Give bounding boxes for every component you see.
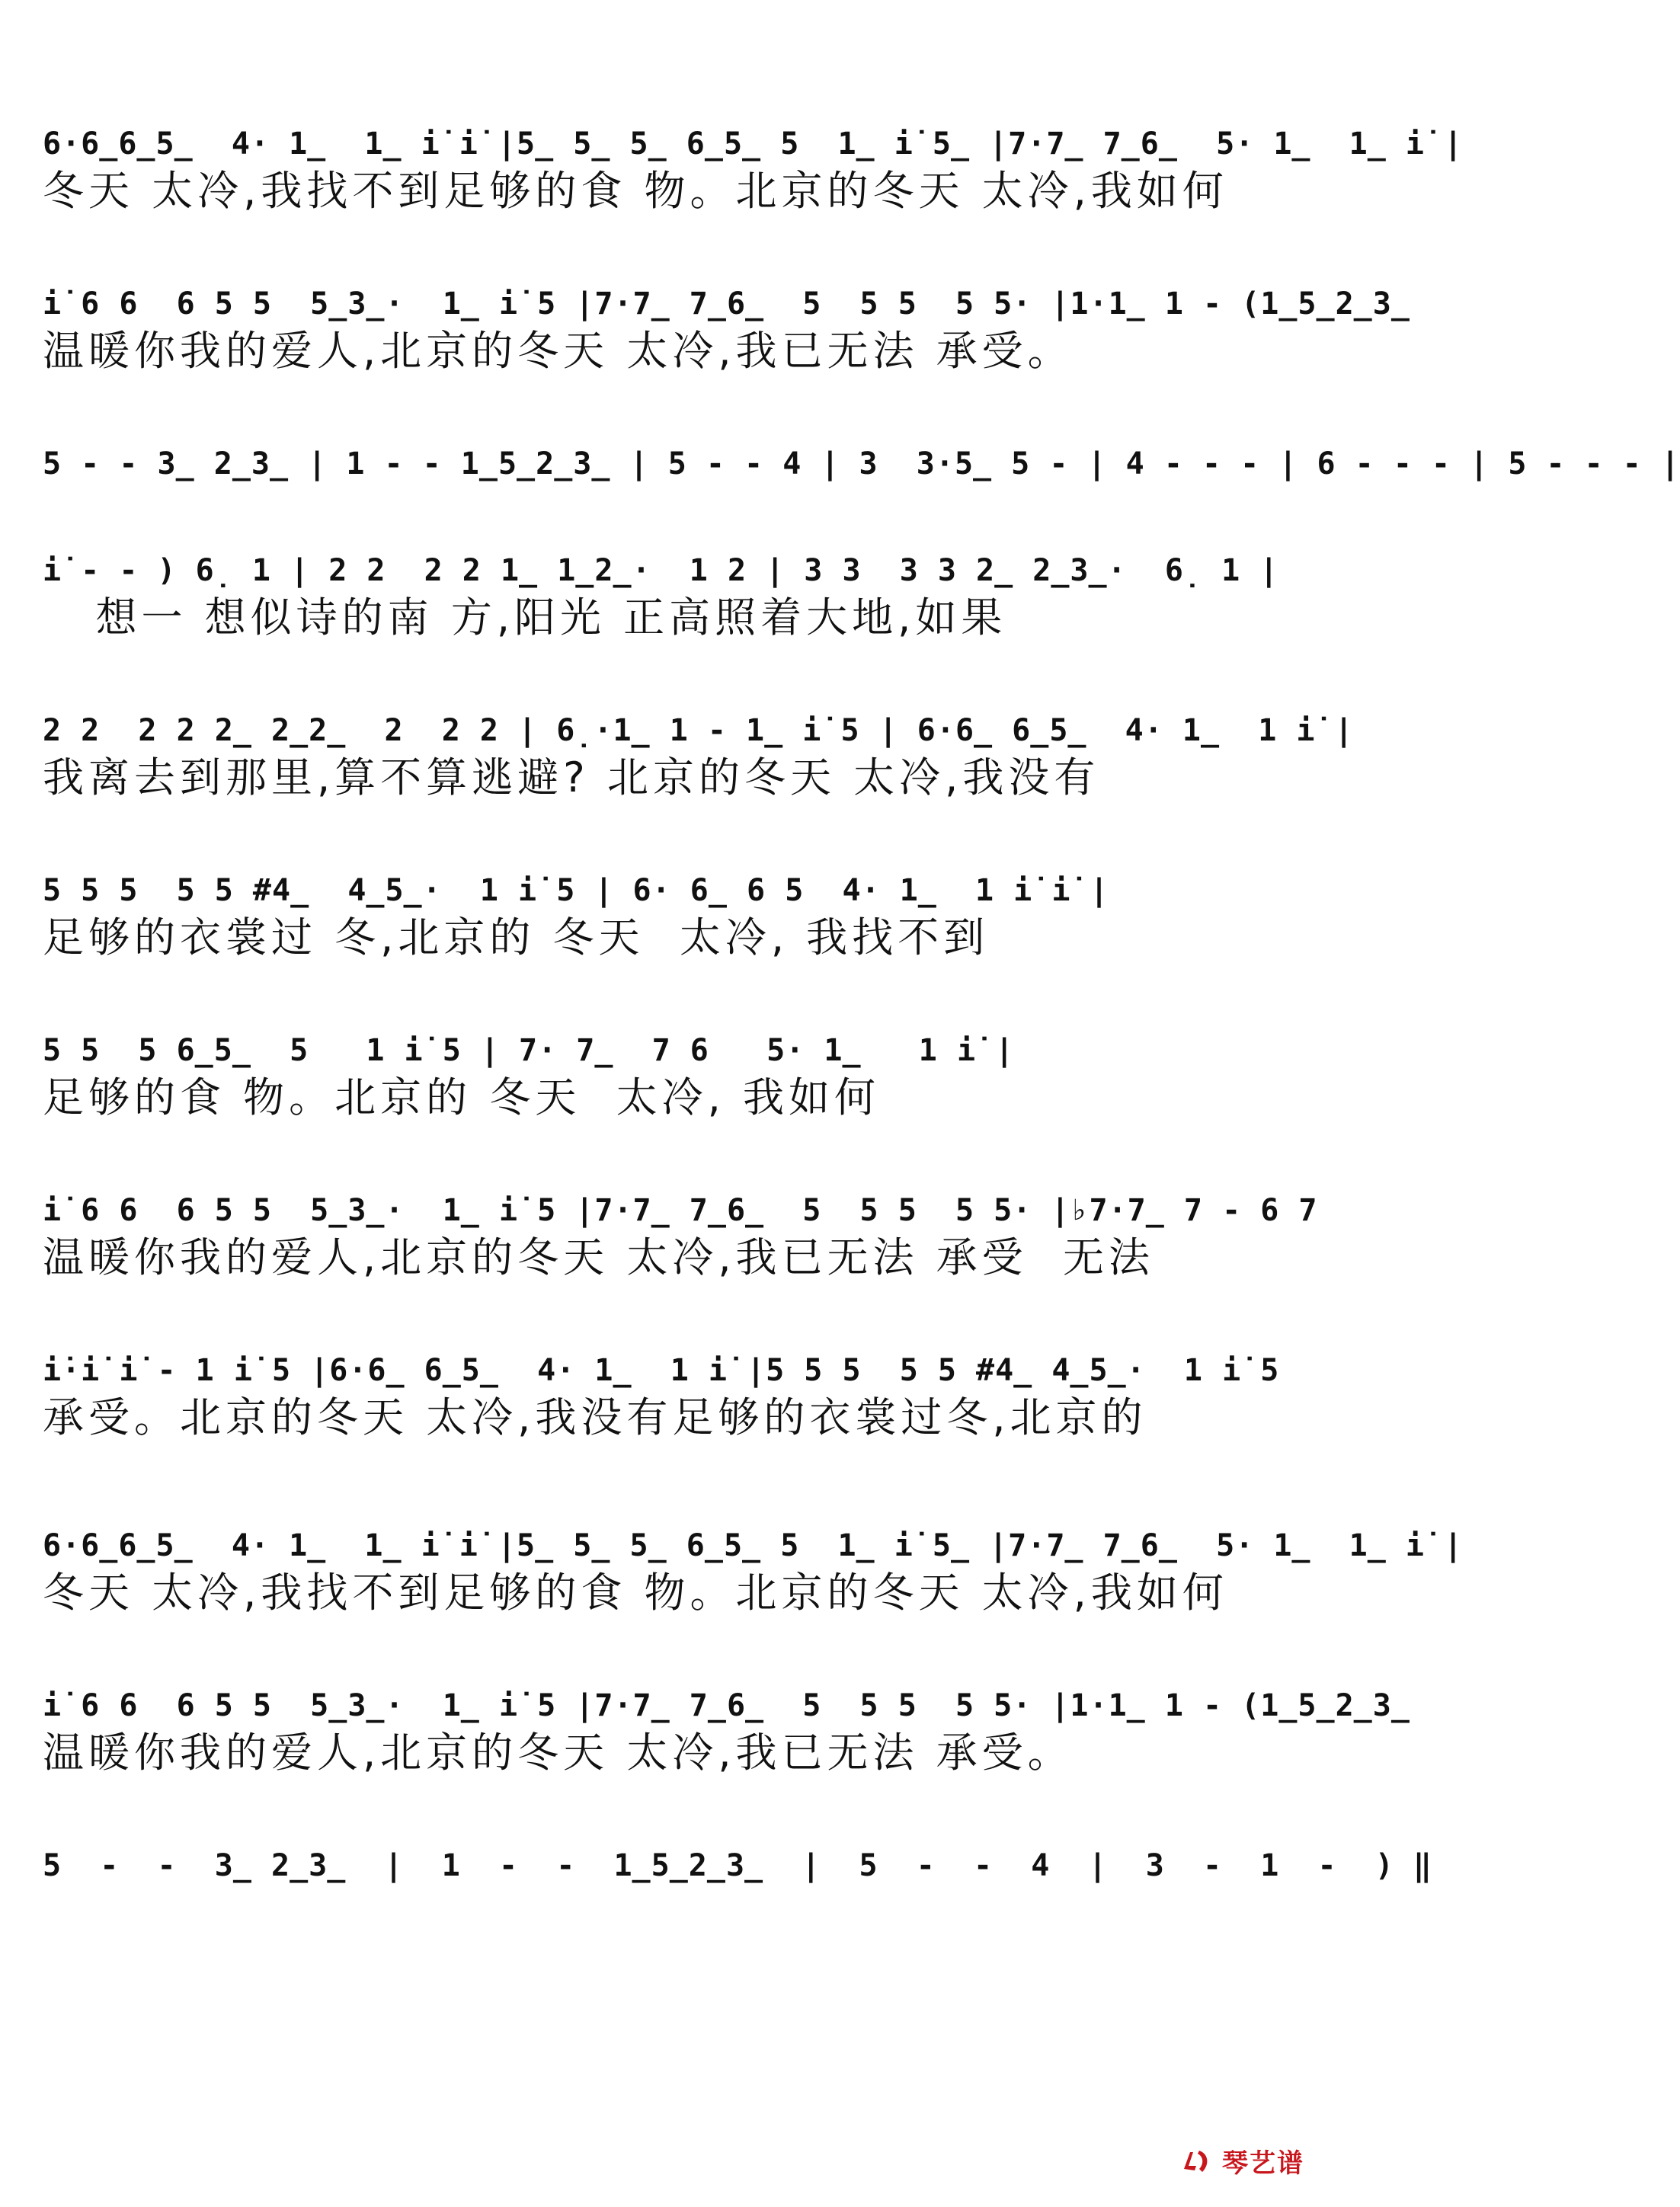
lyric-line: 温暖你我的爱人,北京的冬天 太冷,我已无法 承受。 <box>43 1729 1074 1777</box>
notation-line: i̇·i̇ i̇ - 1 i̇ 5 |6·6̲ 6̲5̲ 4· 1̲ 1 i̇ |5 5 5 5 5 #4̲ 4̲5̲· 1 i̇ 5 <box>43 1353 1280 1388</box>
lyric-line: 足够的食 物。北京的 冬天 太冷, 我如何 <box>43 1073 880 1121</box>
score-system-8 <box>43 1158 1318 1284</box>
notation-line: 6·6̲6̲5̲ 4· 1̲ 1̲ i̇ i̇ |5̲ 5̲ 5̲ 6̲5̲ 5 1̲ i̇ 5̲ |7·7̲ 7̲6̲ 5· 1̲ 1̲ i̇ | <box>43 1528 1464 1563</box>
score-system-7 <box>43 998 1292 1124</box>
score-system-3 <box>43 411 1680 485</box>
lyric-line: 冬天 太冷,我找不到足够的食 物。北京的冬天 太冷,我如何 <box>43 1569 1228 1617</box>
score-system-4 <box>43 518 1292 645</box>
score-system-9 <box>43 1318 1292 1444</box>
score-system-6 <box>43 838 1292 964</box>
logo-icon <box>1179 2146 1216 2177</box>
score-system-11 <box>43 1653 1410 1780</box>
notation-line: i̇ 6 6 6 5 5 5̲3̲· 1̲ i̇ 5 |7·7̲ 7̲6̲ 5 5 5 5 5· |1·1̲ 1 - (1̲5̲2̲3̲ <box>43 286 1410 321</box>
score-system-10 <box>43 1493 1464 1620</box>
lyric-line: 承受。北京的冬天 太冷,我没有足够的衣裳过冬,北京的 <box>43 1393 1147 1441</box>
notation-line: i̇ - - ) 6̣ 1 | 2 2 2 2 1̲ 1̲2̲· 1 2 | 3 3 3 3 2̲ 2̲3̲· 6̣ 1 | <box>43 553 1279 588</box>
score-system-12 <box>43 1813 1432 1886</box>
notation-line: 2 2 2 2 2̲ 2̲2̲ 2 2 2 | 6̣·1̲ 1 - 1̲ i̇ 5 | 6·6̲ 6̲5̲ 4· 1̲ 1 i̇ | <box>43 713 1354 748</box>
logo-text: 琴艺谱 <box>1222 2148 1304 2179</box>
notation-line: 6·6̲6̲5̲ 4· 1̲ 1̲ i̇ i̇ |5̲ 5̲ 5̲ 6̲5̲ 5 1̲ i̇ 5̲ |7·7̲ 7̲6̲ 5· 1̲ 1̲ i̇ | <box>43 126 1464 162</box>
notation-line: 5 5 5 6̲5̲ 5 1 i̇ 5 | 7· 7̲ 7 6 5· 1̲ 1 i̇ | <box>43 1033 1015 1068</box>
notation-line: 5 5 5 5 5 #4̲ 4̲5̲· 1 i̇ 5 | 6· 6̲ 6 5 4· 1̲ 1 i̇ i̇ | <box>43 873 1109 908</box>
lyric-line: 足够的衣裳过 冬,北京的 冬天 太冷, 我找不到 <box>43 913 990 961</box>
site-logo <box>1179 2142 1304 2180</box>
score-system-5 <box>43 678 1354 804</box>
lyric-line: 冬天 太冷,我找不到足够的食 物。北京的冬天 太冷,我如何 <box>43 167 1228 215</box>
lyric-line: 温暖你我的爱人,北京的冬天 太冷,我已无法 承受。 <box>43 327 1074 375</box>
lyric-line: 我离去到那里,算不算逃避? 北京的冬天 太冷,我没有 <box>43 753 1100 801</box>
score-system-1 <box>43 91 1464 218</box>
notation-line: 5 - - 3̲ 2̲3̲ | 1 - - 1̲5̲2̲3̲ | 5 - - 4 | 3 - 1 - ) ‖ <box>43 1848 1432 1883</box>
score-system-2 <box>43 251 1410 378</box>
notation-line: i̇ 6 6 6 5 5 5̲3̲· 1̲ i̇ 5 |7·7̲ 7̲6̲ 5 5 5 5 5· |♭7·7̲ 7 - 6 7 <box>43 1193 1318 1228</box>
lyric-line: 温暖你我的爱人,北京的冬天 太冷,我已无法 承受 无法 <box>43 1233 1154 1281</box>
notation-line: 5 - - 3̲ 2̲3̲ | 1 - - 1̲5̲2̲3̲ | 5 - - 4 | 3 3·5̲ 5 - | 4 - - - | 6 - - - | 5 - - - | <box>43 446 1680 481</box>
notation-line: i̇ 6 6 6 5 5 5̲3̲· 1̲ i̇ 5 |7·7̲ 7̲6̲ 5 5 5 5 5· |1·1̲ 1 - (1̲5̲2̲3̲ <box>43 1688 1410 1723</box>
lyric-line: 想一 想似诗的南 方,阳光 正高照着大地,如果 <box>43 593 1007 641</box>
